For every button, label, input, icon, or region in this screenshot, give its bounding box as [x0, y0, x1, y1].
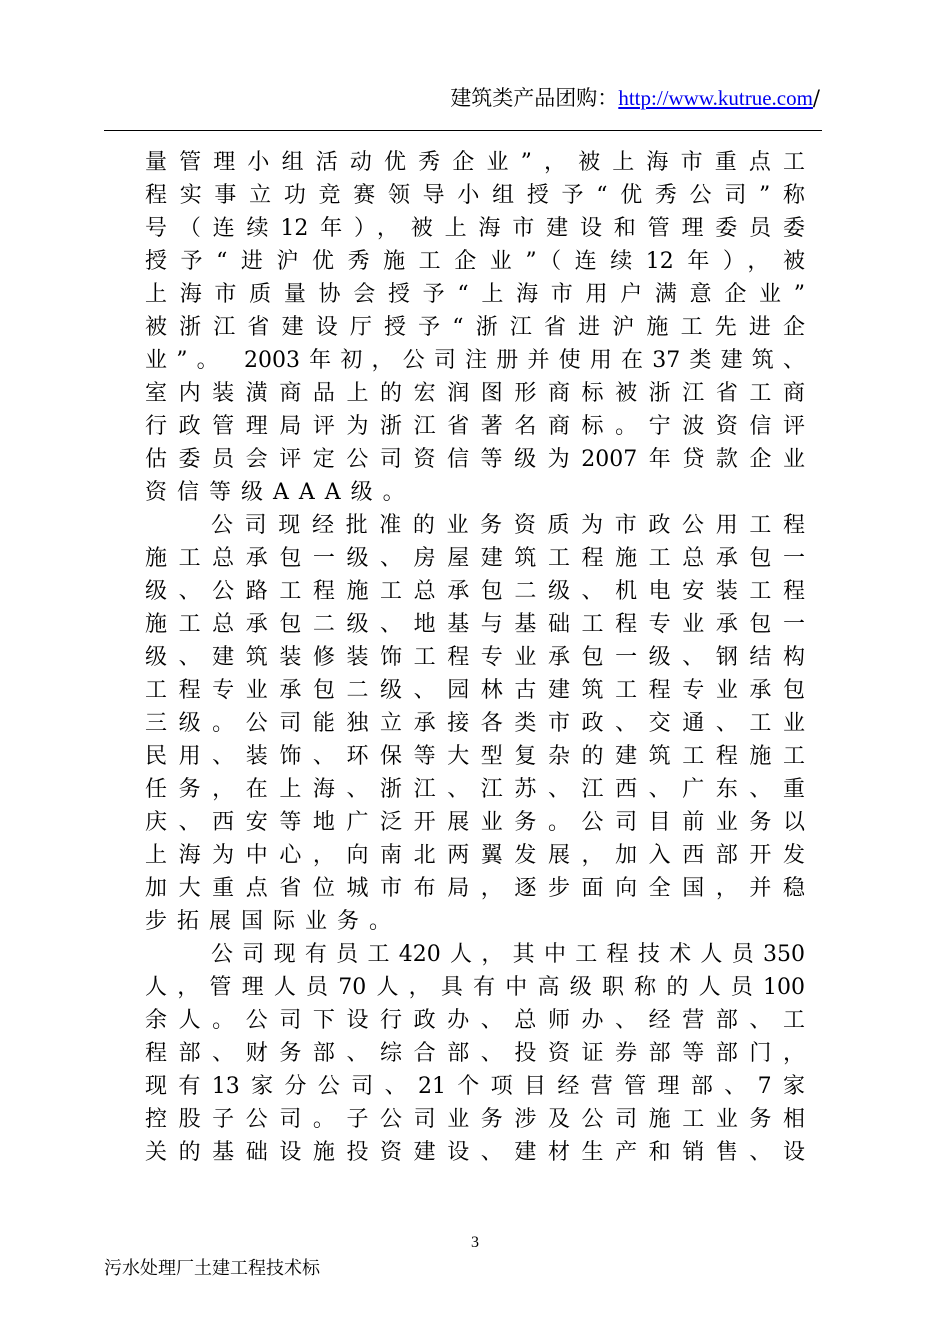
text-line: 级、建筑装修装饰工程专业承包一级、钢结构 — [145, 645, 805, 670]
text-line: 施工总承包二级、地基与基础工程专业承包一 — [145, 612, 805, 637]
header-prefix: 建筑类产品团购： — [450, 86, 619, 110]
text-line: 号（连续12年），被上海市建设和管理委员委 — [145, 216, 805, 241]
text-line: 公司现有员工420人，其中工程技术人员350 — [211, 942, 805, 967]
text-line: 级、公路工程施工总承包二级、机电安装工程 — [145, 579, 805, 604]
header-rule — [104, 130, 822, 131]
text-line: 加大重点省位城市布局，逐步面向全国，并稳 — [145, 876, 805, 901]
text-line: 人，管理人员70人，具有中高级职称的人员100 — [145, 975, 805, 1000]
text-line: 行政管理局评为浙江省著名商标。宁波资信评 — [145, 414, 805, 439]
header-link[interactable]: http://www.kutrue.com — [618, 86, 813, 110]
header-suffix: / — [812, 86, 820, 110]
footer-title: 污水处理厂土建工程技术标 — [104, 1258, 320, 1279]
text-line: 估委员会评定公司资信等级为2007年贷款企业 — [145, 447, 805, 472]
text-line: 现有13家分公司、21个项目经营管理部、7家 — [145, 1074, 805, 1099]
text-line: 资信等级AAA级。 — [145, 480, 415, 505]
text-line: 程实事立功竞赛领导小组授予“优秀公司”称 — [145, 183, 805, 208]
text-line: 上海为中心，向南北两翼发展，加入西部开发 — [145, 843, 805, 868]
text-line: 任务，在上海、浙江、江苏、江西、广东、重 — [145, 777, 805, 802]
text-line: 庆、西安等地广泛开展业务。公司目前业务以 — [145, 810, 805, 835]
page-number: 3 — [471, 1234, 479, 1251]
text-line: 室内装潢商品上的宏润图形商标被浙江省工商 — [145, 381, 805, 406]
text-line: 程部、财务部、综合部、投资证券部等部门， — [145, 1041, 805, 1066]
body-text — [145, 146, 805, 1169]
text-line: 关的基础设施投资建设、建材生产和销售、设 — [145, 1140, 805, 1165]
page-header — [450, 82, 820, 112]
text-line: 授予“进沪优秀施工企业”（连续12年），被 — [145, 249, 805, 274]
text-line: 量管理小组活动优秀企业”，被上海市重点工 — [145, 150, 805, 175]
text-line: 施工总承包一级、房屋建筑工程施工总承包一 — [145, 546, 805, 571]
text-line: 工程专业承包二级、园林古建筑工程专业承包 — [145, 678, 805, 703]
text-line: 公司现经批准的业务资质为市政公用工程 — [211, 513, 805, 538]
text-line: 三级。公司能独立承接各类市政、交通、工业 — [145, 711, 805, 736]
text-line: 被浙江省建设厅授予“浙江省进沪施工先进企 — [145, 315, 805, 340]
text-line: 上海市质量协会授予“上海市用户满意企业” — [145, 282, 805, 307]
text-line: 步拓展国际业务。 — [145, 909, 402, 934]
text-line: 民用、装饰、环保等大型复杂的建筑工程施工 — [145, 744, 805, 769]
text-line: 控股子公司。子公司业务涉及公司施工业务相 — [145, 1107, 805, 1132]
text-line: 余人。公司下设行政办、总师办、经营部、工 — [145, 1008, 805, 1033]
text-line: 业”。 2003年初，公司注册并使用在37类建筑、 — [145, 348, 805, 373]
